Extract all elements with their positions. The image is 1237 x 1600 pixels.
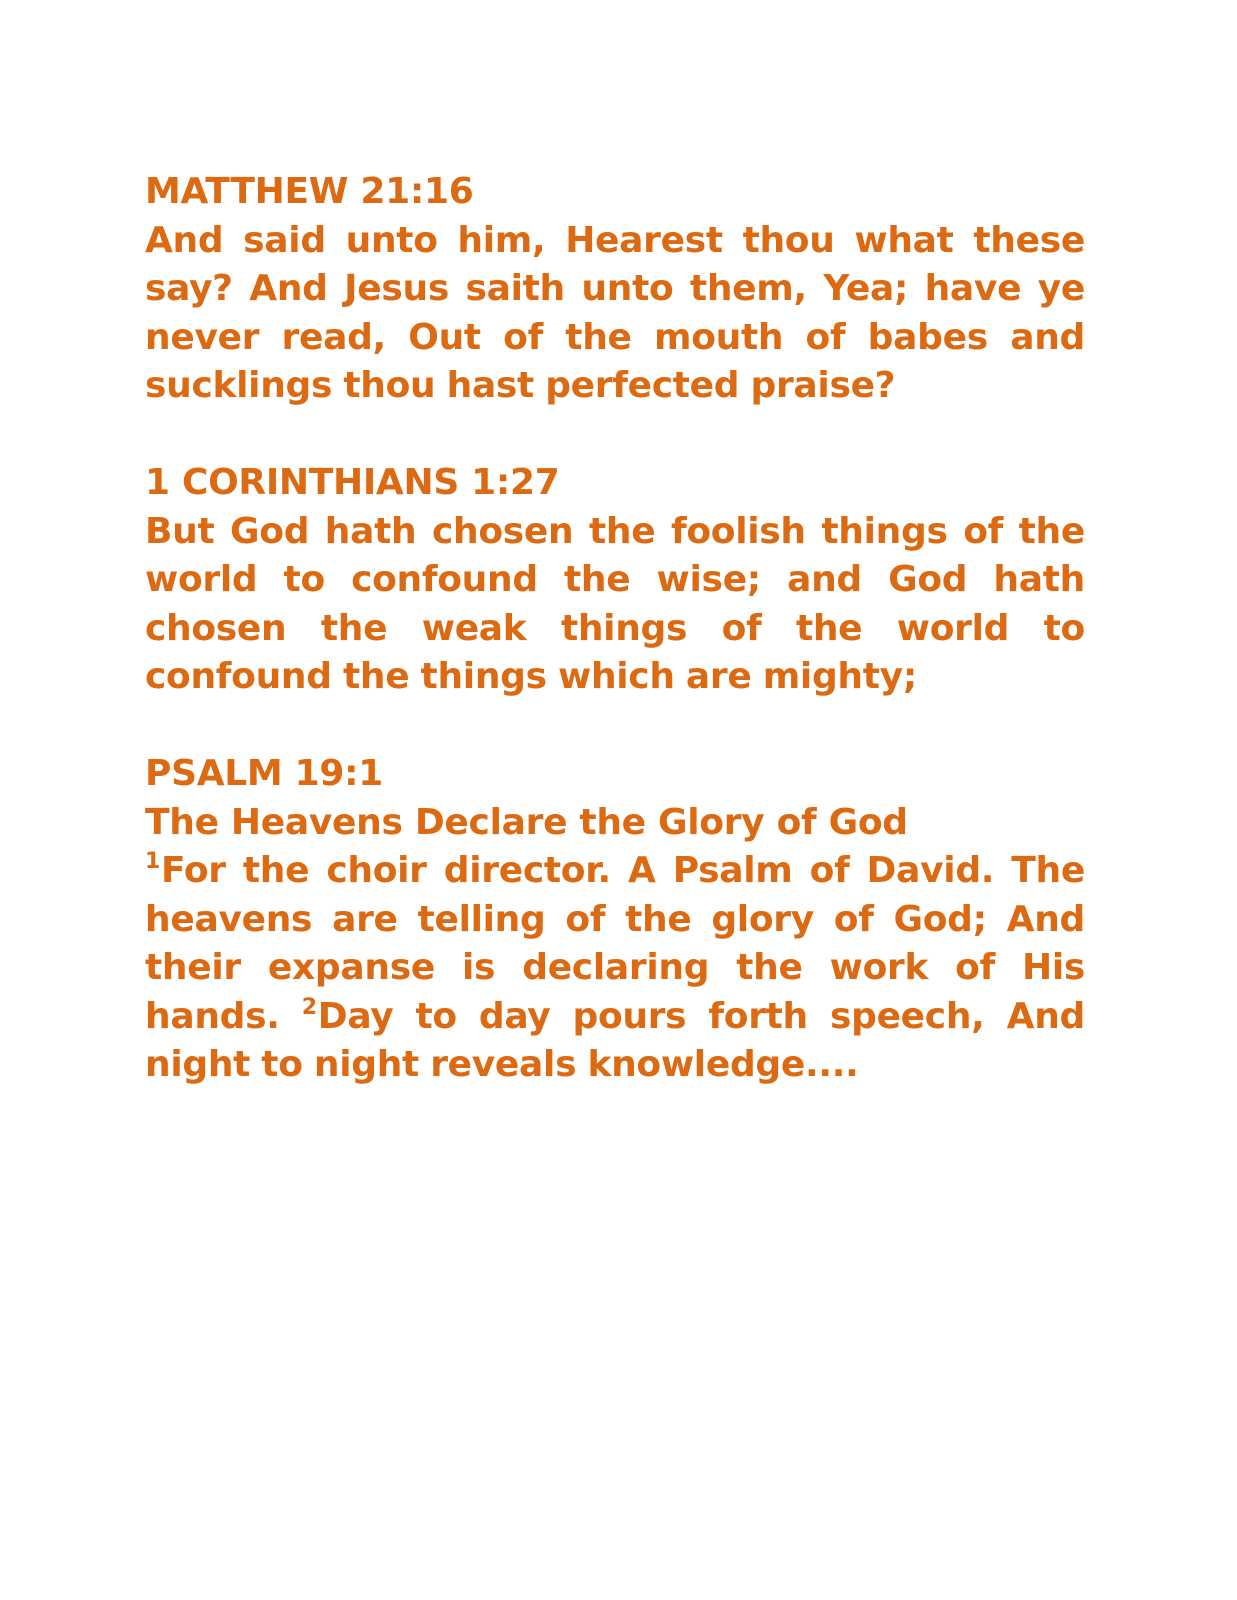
passage-matthew — [145, 168, 1085, 411]
passage-reference: PSALM 19:1 — [145, 753, 384, 794]
verse-number: 2 — [301, 994, 317, 1020]
passage-text: But God hath chosen the foolish things of the world to confound the wise; and God hath chosen the weak things of the world to confound the things which are mighty; — [145, 510, 1085, 697]
verse-number: 1 — [145, 849, 161, 874]
passage-text — [145, 847, 1085, 1090]
passage-reference: 1 CORINTHIANS 1:27 — [145, 462, 560, 503]
passage-reference: MATTHEW 21:16 — [145, 171, 474, 212]
verse-text: For the choir director. A Psalm of David. The heavens are telling of the glory of God; And their expanse is declaring the work of His hands. — [145, 850, 1085, 1037]
passage-text: And said unto him, Hearest thou what these say? And Jesus saith unto them, Yea; have ye never read, Out of the mouth of babes and sucklings thou hast perfected praise? — [145, 219, 1085, 406]
passage-subtitle: The Heavens Declare the Glory of God — [145, 801, 908, 843]
document-page — [145, 168, 1085, 1138]
passage-corinthians — [145, 459, 1085, 702]
passage-psalm — [145, 750, 1085, 1090]
verse-text: Day to day pours forth speech, And night to night reveals knowledge.... — [145, 995, 1085, 1085]
